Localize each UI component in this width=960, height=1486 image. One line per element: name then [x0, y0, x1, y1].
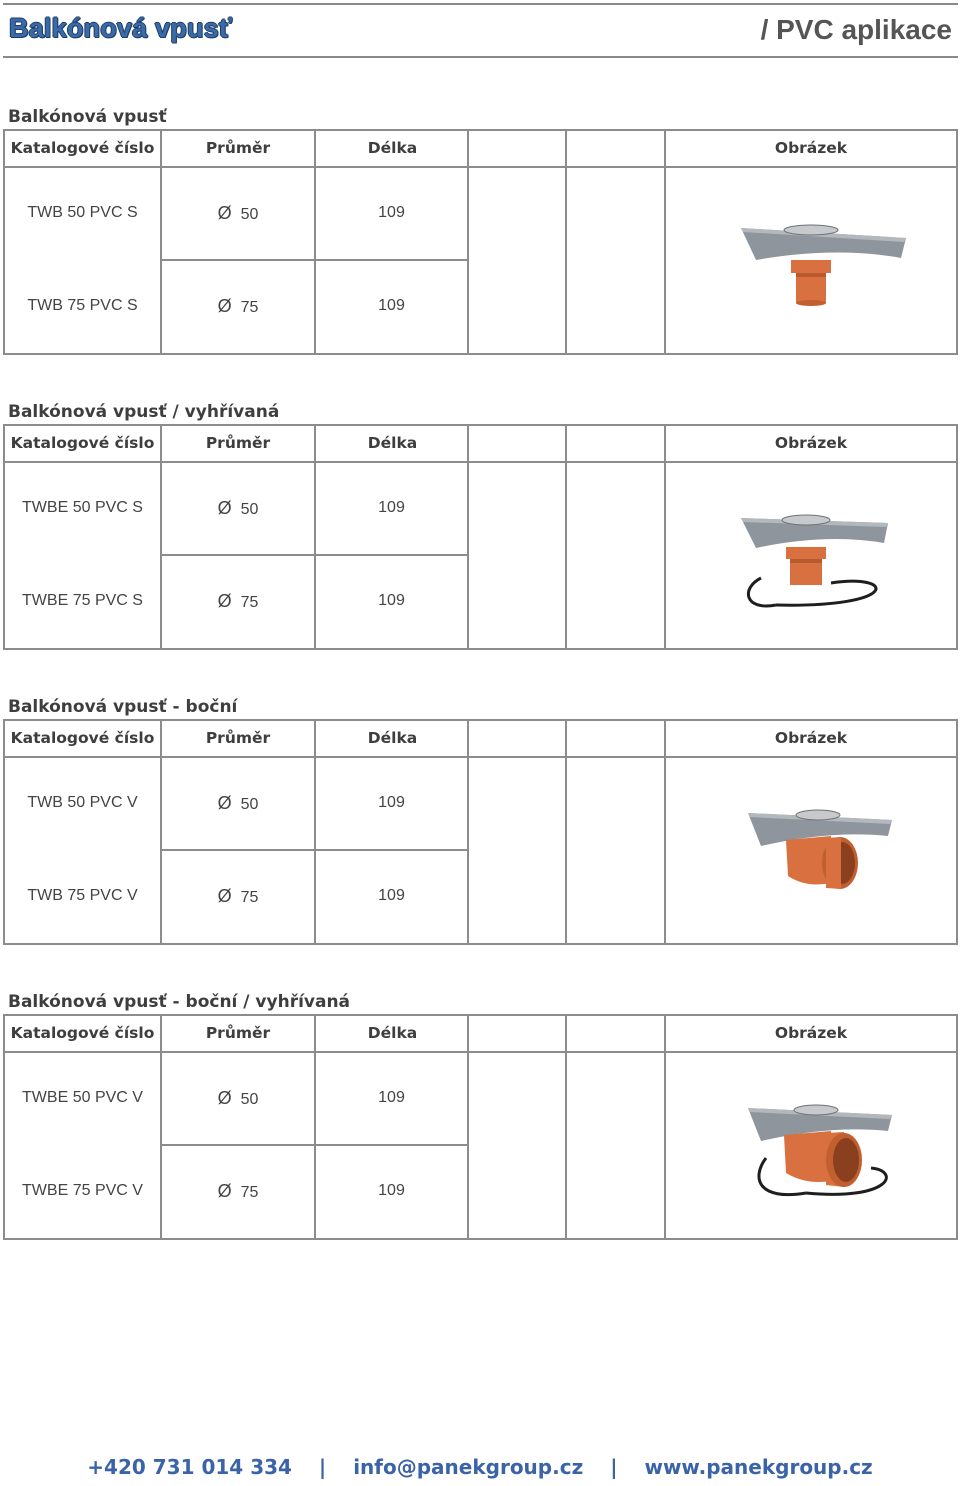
diameter-symbol: Ø: [217, 591, 232, 611]
table-row-2-catalog: TWB 75 PVC V: [27, 887, 138, 904]
header-image: Obrázek: [774, 434, 848, 452]
page-subtitle: / PVC aplikace: [760, 14, 952, 45]
table-row-2-catalog: TWBE 75 PVC S: [22, 592, 143, 609]
header-diameter: Průměr: [205, 1024, 271, 1042]
header-catalog: Katalogové číslo: [10, 139, 155, 157]
product-image-side-drain-heated: [666, 1053, 956, 1238]
header-length: Délka: [367, 434, 418, 452]
footer-web-link[interactable]: www.panekgroup.cz: [644, 1455, 873, 1479]
diameter-symbol: Ø: [217, 793, 232, 813]
table-row-2-diameter: Ø 75: [217, 591, 259, 611]
product-table-balcony-drain-side: [3, 719, 958, 945]
table-row-2-diameter: Ø 75: [217, 1181, 259, 1201]
footer-separator: |: [318, 1455, 327, 1479]
product-table-balcony-drain-side-heated: [3, 1014, 958, 1240]
product-table-balcony-drain: [3, 129, 958, 355]
header-diameter: Průměr: [205, 434, 271, 452]
header-image: Obrázek: [774, 139, 848, 157]
header-rule: [3, 56, 958, 58]
table-row-2-diameter: Ø 75: [217, 886, 259, 906]
header-image: Obrázek: [774, 1024, 848, 1042]
header-length: Délka: [367, 1024, 418, 1042]
section-title-balcony-drain: Balkónová vpusť: [8, 107, 167, 127]
table-header-row: [5, 426, 956, 463]
header-diameter: Průměr: [205, 729, 271, 747]
diameter-symbol: Ø: [217, 1181, 232, 1201]
table-header-row: [5, 1016, 956, 1053]
product-table-balcony-drain-heated: [3, 424, 958, 650]
header-image: Obrázek: [774, 729, 848, 747]
diameter-symbol: Ø: [217, 203, 232, 223]
table-row-2-catalog: TWBE 75 PVC V: [22, 1182, 143, 1199]
footer-phone: +420 731 014 334: [87, 1455, 292, 1479]
table-row-2-catalog: TWB 75 PVC S: [27, 297, 138, 314]
table-row-1-length: 109: [378, 204, 405, 221]
table-row-1-diameter: Ø 50: [217, 1088, 259, 1108]
product-image-side-drain: [666, 758, 956, 943]
table-row-1-diameter: Ø 50: [217, 793, 259, 813]
table-row-2-length: 109: [378, 1182, 405, 1199]
section-title-balcony-drain-side-heated: Balkónová vpusť - boční / vyhřívaná: [8, 992, 351, 1012]
table-row-1-length: 109: [378, 499, 405, 516]
diameter-symbol: Ø: [217, 296, 232, 316]
table-row-2-length: 109: [378, 592, 405, 609]
product-image-vertical-drain-heated: [666, 463, 956, 648]
header-catalog: Katalogové číslo: [10, 729, 155, 747]
table-row-1-catalog: TWBE 50 PVC S: [22, 499, 143, 516]
table-row-1-diameter: Ø 50: [217, 498, 259, 518]
footer-email-link[interactable]: info@panekgroup.cz: [353, 1455, 584, 1479]
header-catalog: Katalogové číslo: [10, 434, 155, 452]
table-row-2-diameter: Ø 75: [217, 296, 259, 316]
table-header-row: [5, 721, 956, 758]
table-row-2-length: 109: [378, 887, 405, 904]
section-title-balcony-drain-side: Balkónová vpusť - boční: [8, 697, 238, 717]
table-row-1-catalog: TWB 50 PVC V: [27, 794, 138, 811]
page-title: Balkónová vpusť: [9, 13, 232, 43]
header-length: Délka: [367, 139, 418, 157]
table-row-1-length: 109: [378, 794, 405, 811]
table-row-1-length: 109: [378, 1089, 405, 1106]
diameter-symbol: Ø: [217, 1088, 232, 1108]
footer-separator: |: [610, 1455, 618, 1479]
table-row-2-length: 109: [378, 297, 405, 314]
section-title-balcony-drain-heated: Balkónová vpusť / vyhřívaná: [8, 402, 280, 422]
diameter-symbol: Ø: [217, 498, 232, 518]
footer-contact: [0, 1455, 960, 1479]
header-length: Délka: [367, 729, 418, 747]
table-row-1-diameter: Ø 50: [217, 203, 259, 223]
table-header-row: [5, 131, 956, 168]
diameter-symbol: Ø: [217, 886, 232, 906]
top-rule: [3, 3, 958, 5]
table-row-1-catalog: TWB 50 PVC S: [27, 204, 138, 221]
header-catalog: Katalogové číslo: [10, 1024, 155, 1042]
header-diameter: Průměr: [205, 139, 271, 157]
table-row-1-catalog: TWBE 50 PVC V: [22, 1089, 143, 1106]
product-image-vertical-drain: [666, 168, 956, 353]
